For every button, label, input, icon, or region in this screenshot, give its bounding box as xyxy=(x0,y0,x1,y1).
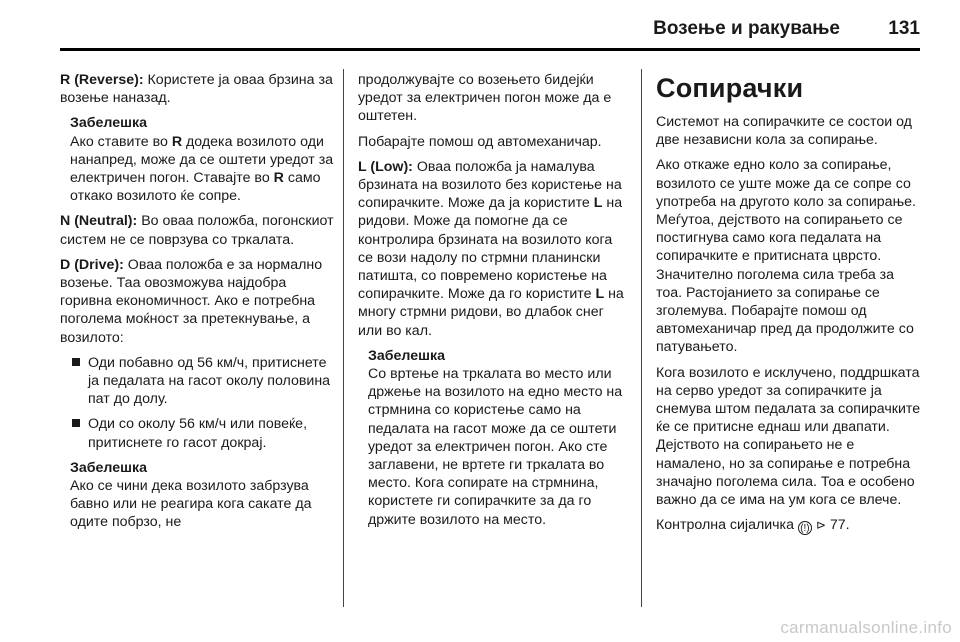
list-item-text: Оди со околу 56 км/ч или повеќе, притиснете го гасот докрај. xyxy=(88,416,308,451)
note-text: Ако се чини дека возилото забрзува бавно или не реагира кога сакате да одите побрзо, не xyxy=(70,478,312,531)
gear-letter: R xyxy=(273,170,284,187)
bullet-square-icon xyxy=(72,419,80,427)
low-text: Оваа положба ја намалува брзината на возилото без користење на сопирачките. Може да ја користите xyxy=(358,158,622,212)
brake-warning-icon: (!) xyxy=(798,521,812,535)
gear-letter: L xyxy=(595,286,605,303)
paragraph-brakes-2: Ако откаже едно коло за сопирање, возилото се уште може да се сопре со употреба на другото коло за сопирање. Меѓутоа, дејството на сопирањето се постигнува само кога педалата на сопирачките е притисната цврсто. Значително поголема сила треба за тоа. Растојанието за сопирање се зголемува. Побарајте помош од автомеханичар пред да продолжите со патувањето. xyxy=(656,157,916,356)
bullet-square-icon xyxy=(72,358,80,366)
reverse-text: Користете ја оваа брзина за возење наназад. xyxy=(60,72,333,107)
list-item xyxy=(60,354,336,409)
reference-text: Контролна сијаличка xyxy=(656,517,798,534)
paragraph-continued: продолжувајте со возењето бидејќи уредот за електричен погон може да е оштетен. xyxy=(358,72,612,125)
note-block xyxy=(70,114,336,205)
column-divider xyxy=(641,69,642,607)
page-number: 131 xyxy=(888,18,920,39)
paragraph-low xyxy=(358,158,630,340)
term-low: L (Low): xyxy=(358,158,413,175)
list-item xyxy=(60,415,336,451)
watermark: carmanualsonline.info xyxy=(780,618,952,637)
paragraph-brakes-1: Системот на сопирачките се состои од две независни кола за сопирање. xyxy=(656,114,912,149)
term-neutral: N (Neutral): xyxy=(60,213,138,230)
column-1 xyxy=(60,71,336,539)
note-block xyxy=(368,347,630,529)
note-text: Со вртење на тркалата во место или држење на возилото на едно место на стрмнина со користење само на педалата на гасот може да се оштети уредот за електричен погон. Ако сте заглавени, не вртете ги тркалата во место. Кога сопирате на стрмнина, користете ги сопирачките за да го држите возилото на место. xyxy=(368,366,623,528)
reference-page: 77. xyxy=(825,517,850,534)
note-title: Забелешка xyxy=(368,347,445,364)
low-text: на многу стрмни ридови, во длабок снег или во кал. xyxy=(358,286,624,339)
paragraph-drive xyxy=(60,256,336,347)
list-item-text: Оди побавно од 56 км/ч, притиснете ја педалата на гасот околу половина пат до долу. xyxy=(88,354,331,408)
note-text: Ако ставите во xyxy=(70,133,172,150)
page-reference-arrow-icon: ⊳ xyxy=(815,518,826,533)
term-drive: D (Drive): xyxy=(60,256,124,273)
term-reverse: R (Reverse): xyxy=(60,72,144,88)
note-block xyxy=(70,459,336,532)
section-heading: Сопирачки xyxy=(656,73,804,103)
cross-reference xyxy=(656,516,924,535)
gear-letter: R xyxy=(171,133,183,150)
column-2 xyxy=(358,71,630,536)
paragraph-neutral xyxy=(60,212,336,248)
column-divider xyxy=(343,69,344,607)
column-3 xyxy=(656,71,924,542)
note-text: додека возилото оди нанапред, може да се оштети уредот за електричен погон. Ставајте во xyxy=(70,133,334,187)
neutral-text: Во оваа положба, погонскиот систем не се поврзува со тркалата. xyxy=(60,213,334,248)
low-text: на ридови. Може да помогне да се контролира брзината на возилото кога се вози надолу по стрмни планински патишта, со повремено користење на сопирачките. Може да го користите xyxy=(358,195,623,303)
note-text: само откако возилото ќе сопре. xyxy=(70,170,321,205)
paragraph-help: Побарајте помош од автомеханичар. xyxy=(358,133,602,150)
running-title: Возење и ракување xyxy=(653,18,840,39)
note-title: Забелешка xyxy=(70,115,147,132)
paragraph-reverse xyxy=(60,71,336,107)
note-title: Забелешка xyxy=(70,459,147,476)
drive-text: Оваа положба е за нормално возење. Таа овозможува најдобра горивна економичност. Ако е потребна поголема моќност за претекнување, а возилото: xyxy=(60,256,323,346)
paragraph-brakes-3: Кога возилото е исклучено, поддршката на серво уредот за сопирачките ја снемува штом педалата за сопирачките ќе се притисне еднаш или двапати. Дејството на сопирањето не е намалено, но за сопирање е потребна значајно поголема сила. Тоа е особено важно да се има на ум кога се влече. xyxy=(656,364,921,509)
gear-letter: L xyxy=(593,195,603,212)
header-rule xyxy=(60,48,920,51)
bullet-list xyxy=(60,354,336,452)
